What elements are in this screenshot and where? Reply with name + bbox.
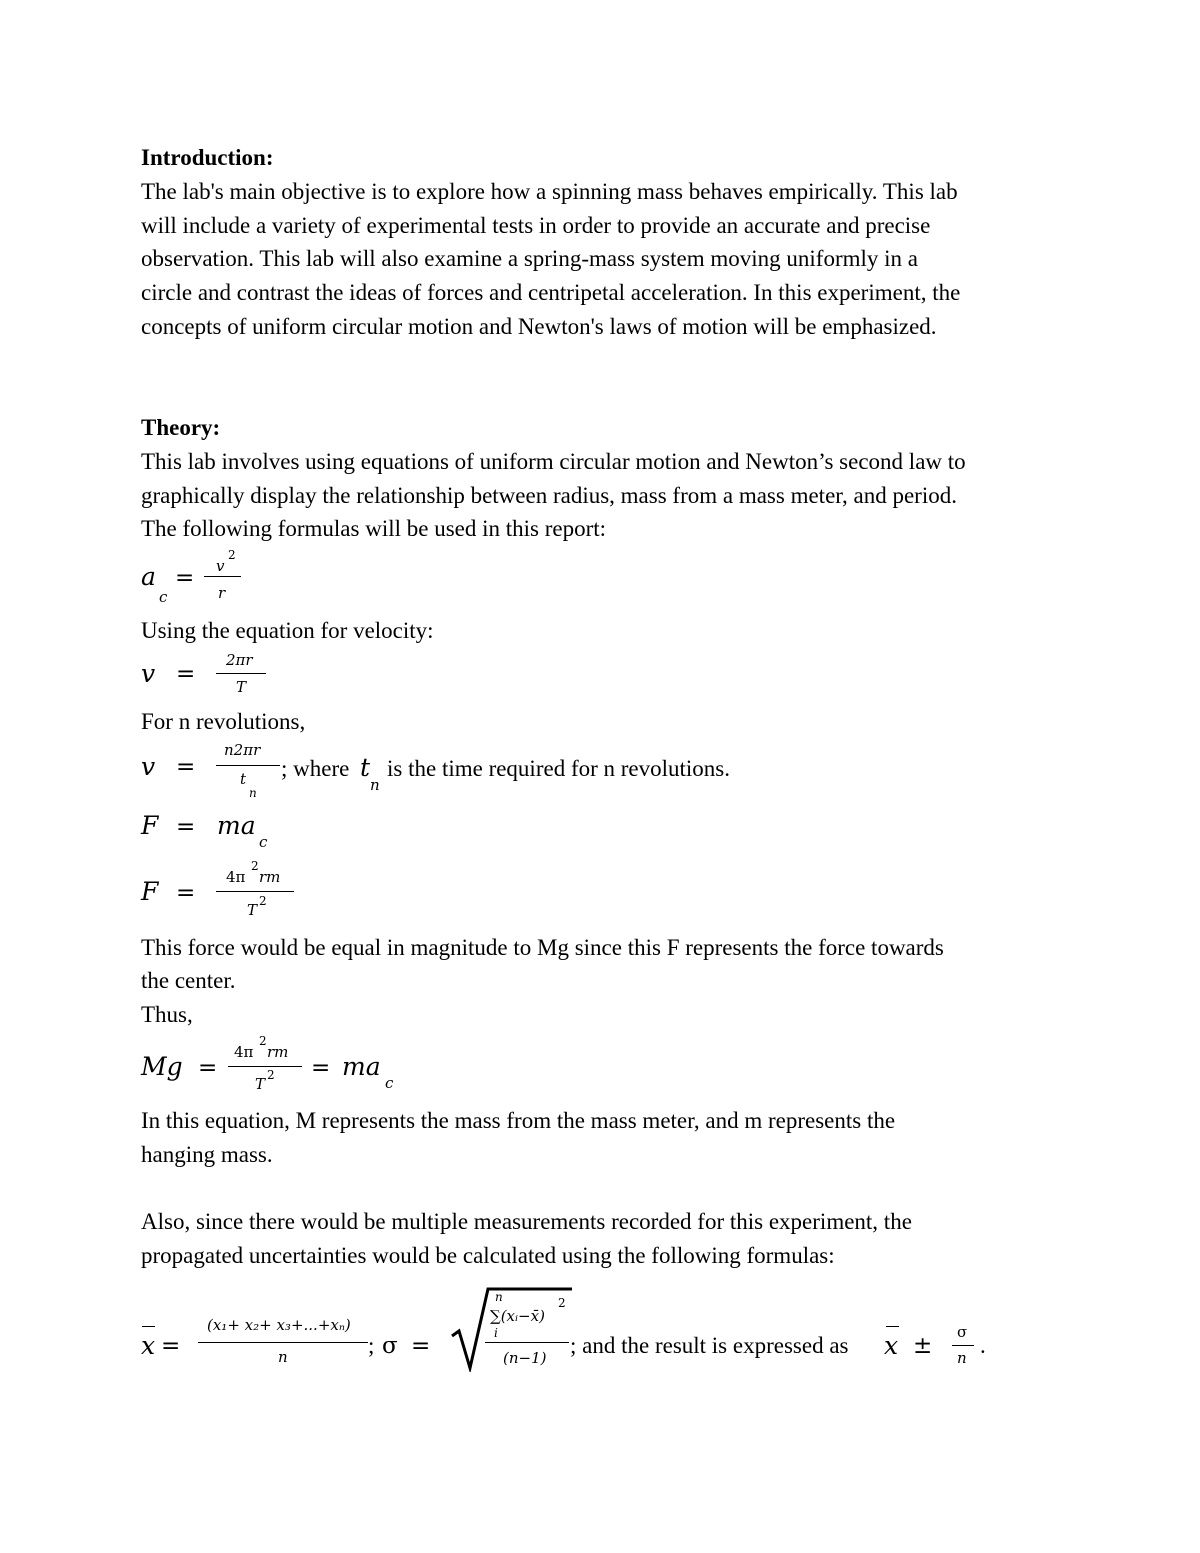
ac-eq: = — [175, 565, 195, 591]
sigma-sum: ∑(xᵢ−x̄) — [490, 1307, 545, 1325]
mg-fraction-bar — [228, 1066, 302, 1067]
ac-lhs: a — [141, 562, 156, 591]
intro-line-5: concepts of uniform circular motion and Newton's laws of motion will be emphasized. — [141, 314, 937, 339]
vn-fraction-bar — [216, 765, 280, 766]
introduction-heading: Introduction: — [141, 145, 274, 170]
v-num: 2πr — [226, 651, 253, 669]
sigma-sep: ; — [368, 1333, 375, 1358]
sigma-sym: σ — [382, 1333, 398, 1359]
v-den: T — [236, 678, 247, 696]
ac-num-sup: 2 — [228, 548, 236, 562]
vn-den-sub: n — [249, 786, 257, 800]
sigma-sum-bot: i — [494, 1326, 498, 1340]
f1-sub: c — [259, 833, 268, 851]
f2-lhs: F — [141, 877, 159, 906]
vn-where: ; where — [281, 756, 350, 781]
result-den: n — [957, 1349, 967, 1367]
f1-rhs: ma — [217, 811, 256, 840]
intro-line-3: observation. This lab will also examine a spring-mass system moving uniformly in a — [141, 246, 918, 271]
mg-den: T — [255, 1075, 266, 1093]
uncert-line-1: Also, since there would be multiple measurements recorded for this experiment, the — [141, 1209, 912, 1234]
ac-num: v — [216, 557, 225, 575]
result-x: x — [884, 1331, 899, 1360]
result-num: σ — [957, 1323, 968, 1341]
f2-den: T — [247, 901, 258, 919]
intro-line-2: will include a variety of experimental tests in order to provide an accurate and precise — [141, 213, 931, 238]
force-line-2: the center. — [141, 968, 236, 993]
vn-num: n2πr — [224, 741, 261, 759]
mg-num-a: 4π — [234, 1043, 254, 1061]
uncert-line-2: propagated uncertainties would be calculated using the following formulas: — [141, 1243, 835, 1268]
f2-num-a: 4π — [226, 868, 246, 886]
mean-fraction-bar — [198, 1342, 368, 1343]
mean-eq: = — [161, 1333, 181, 1359]
intro-line-4: circle and contrast the ideas of forces and centripetal acceleration. In this experiment, the — [141, 280, 961, 305]
mg-eq2: = — [311, 1055, 331, 1081]
theory-line-2: graphically display the relationship between radius, mass from a mass meter, and period. — [141, 483, 957, 508]
f2-num-b: rm — [259, 868, 281, 886]
result-fraction-bar — [952, 1345, 974, 1346]
vn-description: is the time required for n revolutions. — [387, 756, 731, 781]
mg-sub: c — [385, 1074, 394, 1092]
vn-den: t — [240, 770, 247, 788]
ac-fraction-bar — [204, 576, 241, 577]
revolutions-intro: For n revolutions, — [141, 709, 306, 734]
f2-den-sup: 2 — [259, 894, 267, 908]
sigma-sum-top: n — [495, 1290, 503, 1304]
sigma-eq: = — [411, 1333, 431, 1359]
f2-num-sup: 2 — [251, 859, 259, 873]
mass-line-2: hanging mass. — [141, 1142, 273, 1167]
f1-lhs: F — [141, 811, 159, 840]
f2-eq: = — [176, 880, 196, 906]
intro-line-1: The lab's main objective is to explore how a spinning mass behaves empirically. This lab — [141, 179, 958, 204]
force-line-1: This force would be equal in magnitude to Mg since this F represents the force towards — [141, 935, 944, 960]
mg-rhs: ma — [342, 1052, 381, 1081]
result-text: ; and the result is expressed as — [570, 1333, 849, 1358]
vn-eq: = — [176, 754, 196, 780]
mg-lhs: Mg — [141, 1052, 183, 1081]
theory-line-3: The following formulas will be used in this report: — [141, 516, 607, 541]
mg-den-sup: 2 — [267, 1068, 275, 1082]
v-lhs: v — [141, 659, 156, 688]
vn-t: t — [360, 753, 371, 782]
thus-line: Thus, — [141, 1002, 193, 1027]
ac-den: r — [218, 584, 226, 602]
mean-overbar — [142, 1326, 155, 1327]
result-x-overbar — [886, 1326, 899, 1327]
theory-line-1: This lab involves using equations of uniform circular motion and Newton’s second law to — [141, 449, 966, 474]
mg-num-sup: 2 — [259, 1034, 267, 1048]
vn-t-sub: n — [370, 776, 380, 794]
v-eq: = — [176, 661, 196, 687]
vn-lhs: v — [141, 752, 156, 781]
theory-heading: Theory: — [141, 415, 221, 440]
mg-num-b: rm — [267, 1043, 289, 1061]
mean-den: n — [278, 1348, 288, 1366]
mass-line-1: In this equation, M represents the mass from the mass meter, and m represents the — [141, 1108, 896, 1133]
velocity-intro: Using the equation for velocity: — [141, 618, 434, 643]
f1-eq: = — [176, 814, 196, 840]
result-pm: ± — [913, 1333, 933, 1359]
ac-sub: c — [159, 588, 168, 606]
result-end: . — [980, 1333, 986, 1358]
mean-lhs: x — [141, 1331, 156, 1360]
sigma-sum-sup: 2 — [558, 1296, 566, 1310]
mean-num: (x₁+ x₂+ x₃+...+xₙ) — [207, 1316, 351, 1334]
sigma-fraction-bar — [485, 1342, 569, 1343]
f2-fraction-bar — [216, 891, 294, 892]
sigma-den: (n−1) — [503, 1349, 547, 1367]
v-fraction-bar — [216, 673, 266, 674]
mg-eq: = — [198, 1055, 218, 1081]
